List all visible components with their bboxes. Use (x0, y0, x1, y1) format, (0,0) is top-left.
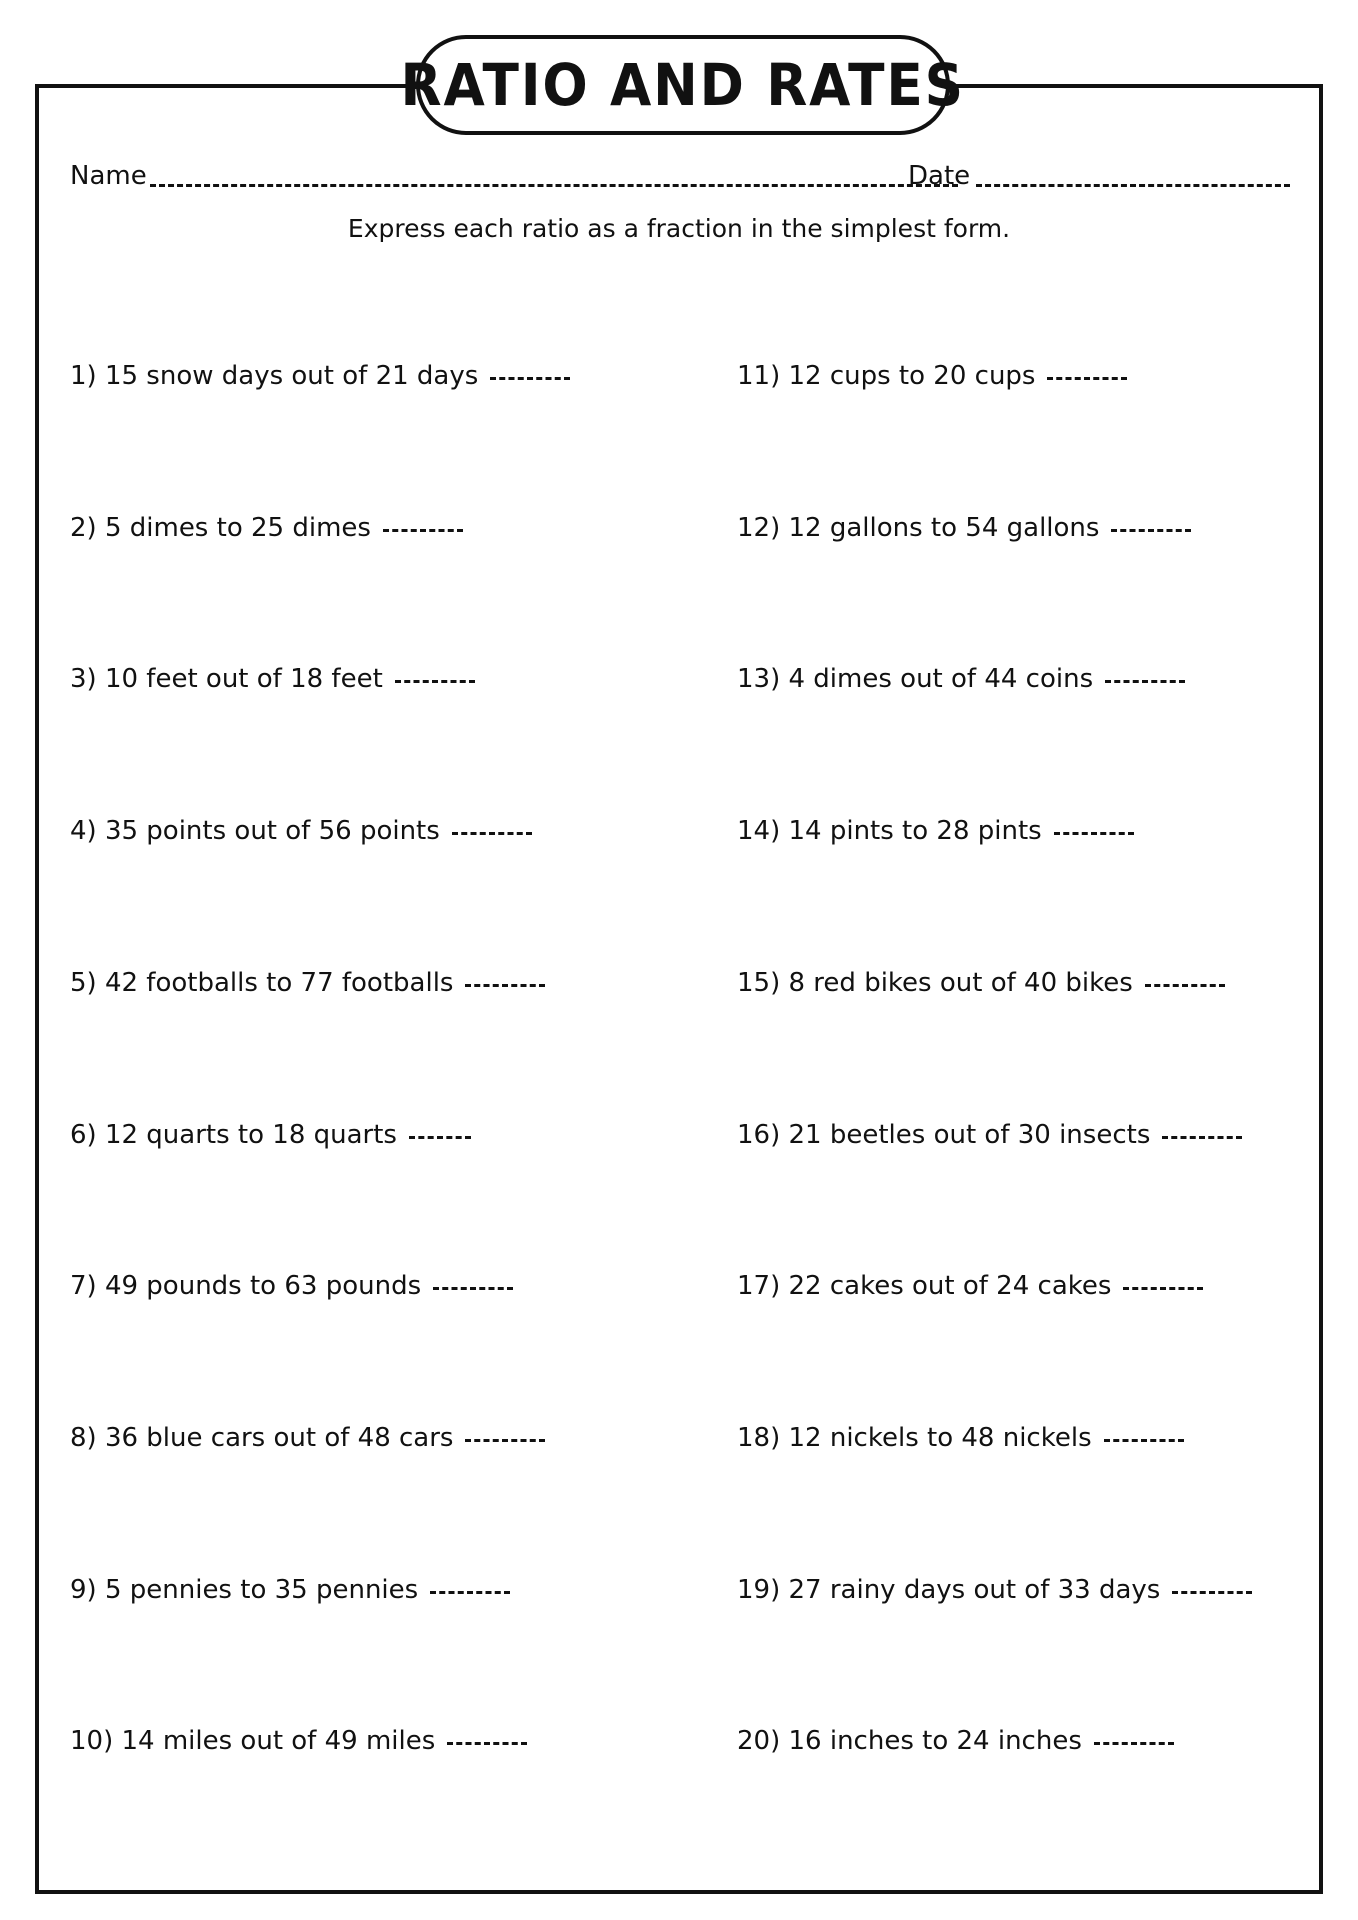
question-item (737, 1117, 1242, 1153)
question-number: 8) (70, 1423, 97, 1453)
answer-blank[interactable] (490, 376, 570, 380)
answer-blank[interactable] (395, 679, 475, 683)
answer-blank[interactable] (409, 1135, 471, 1139)
question-item (737, 358, 1127, 394)
question-number: 6) (70, 1120, 97, 1150)
question-number: 9) (70, 1575, 97, 1605)
name-label: Name (70, 161, 147, 191)
answer-blank[interactable] (433, 1286, 513, 1290)
date-label: Date (908, 161, 971, 191)
question-text: 49 pounds to 63 pounds (104, 1271, 422, 1301)
question-number: 13) (737, 664, 781, 694)
question-text: 15 snow days out of 21 days (104, 361, 479, 391)
question-text: 14 pints to 28 pints (788, 816, 1042, 846)
question-text: 4 dimes out of 44 coins (788, 664, 1094, 694)
question-number: 18) (737, 1423, 781, 1453)
question-text: 14 miles out of 49 miles (121, 1726, 436, 1756)
question-item (70, 813, 532, 849)
question-item (70, 965, 545, 1001)
answer-blank[interactable] (1123, 1286, 1203, 1290)
answer-blank[interactable] (1162, 1135, 1242, 1139)
question-text: 21 beetles out of 30 insects (788, 1120, 1151, 1150)
question-text: 16 inches to 24 inches (788, 1726, 1082, 1756)
question-number: 3) (70, 664, 97, 694)
question-number: 2) (70, 513, 97, 543)
question-text: 10 feet out of 18 feet (104, 664, 383, 694)
question-number: 10) (70, 1726, 114, 1756)
question-text: 5 dimes to 25 dimes (104, 513, 371, 543)
answer-blank[interactable] (1054, 831, 1134, 835)
question-text: 35 points out of 56 points (104, 816, 440, 846)
answer-blank[interactable] (430, 1590, 510, 1594)
question-number: 17) (737, 1271, 781, 1301)
answer-blank[interactable] (452, 831, 532, 835)
answer-blank[interactable] (1105, 679, 1185, 683)
question-item (70, 1420, 545, 1456)
question-number: 7) (70, 1271, 97, 1301)
answer-blank[interactable] (383, 528, 463, 532)
question-number: 15) (737, 968, 781, 998)
question-item (737, 1268, 1203, 1304)
question-number: 4) (70, 816, 97, 846)
question-item (737, 1572, 1252, 1608)
question-item (737, 1723, 1174, 1759)
question-text: 42 footballs to 77 footballs (104, 968, 454, 998)
question-item (737, 965, 1225, 1001)
question-text: 8 red bikes out of 40 bikes (788, 968, 1133, 998)
question-text: 12 gallons to 54 gallons (788, 513, 1100, 543)
answer-blank[interactable] (465, 1438, 545, 1442)
question-text: 22 cakes out of 24 cakes (788, 1271, 1112, 1301)
answer-blank[interactable] (1111, 528, 1191, 532)
question-number: 14) (737, 816, 781, 846)
question-number: 12) (737, 513, 781, 543)
instructions: Express each ratio as a fraction in the simplest form. (347, 214, 1011, 243)
question-item (70, 358, 570, 394)
question-item (737, 661, 1185, 697)
answer-blank[interactable] (1172, 1590, 1252, 1594)
question-text: 12 nickels to 48 nickels (788, 1423, 1092, 1453)
question-item (70, 1572, 510, 1608)
answer-blank[interactable] (1047, 376, 1127, 380)
answer-blank[interactable] (1104, 1438, 1184, 1442)
question-text: 12 cups to 20 cups (788, 361, 1036, 391)
answer-blank[interactable] (447, 1741, 527, 1745)
question-item (70, 661, 475, 697)
question-number: 1) (70, 361, 97, 391)
question-item (737, 510, 1191, 546)
question-item (70, 1268, 513, 1304)
answer-blank[interactable] (1094, 1741, 1174, 1745)
question-item (737, 813, 1134, 849)
question-number: 20) (737, 1726, 781, 1756)
title-banner (400, 35, 966, 135)
question-text: 36 blue cars out of 48 cars (104, 1423, 454, 1453)
question-item (70, 510, 463, 546)
question-number: 5) (70, 968, 97, 998)
answer-blank[interactable] (465, 983, 545, 987)
question-text: 12 quarts to 18 quarts (104, 1120, 397, 1150)
question-item (737, 1420, 1184, 1456)
answer-blank[interactable] (1145, 983, 1225, 987)
question-number: 11) (737, 361, 781, 391)
page-title: RATIO AND RATES (400, 51, 966, 119)
question-number: 16) (737, 1120, 781, 1150)
question-item (70, 1723, 527, 1759)
question-number: 19) (737, 1575, 781, 1605)
question-item (70, 1117, 471, 1153)
question-text: 27 rainy days out of 33 days (788, 1575, 1161, 1605)
question-text: 5 pennies to 35 pennies (104, 1575, 419, 1605)
